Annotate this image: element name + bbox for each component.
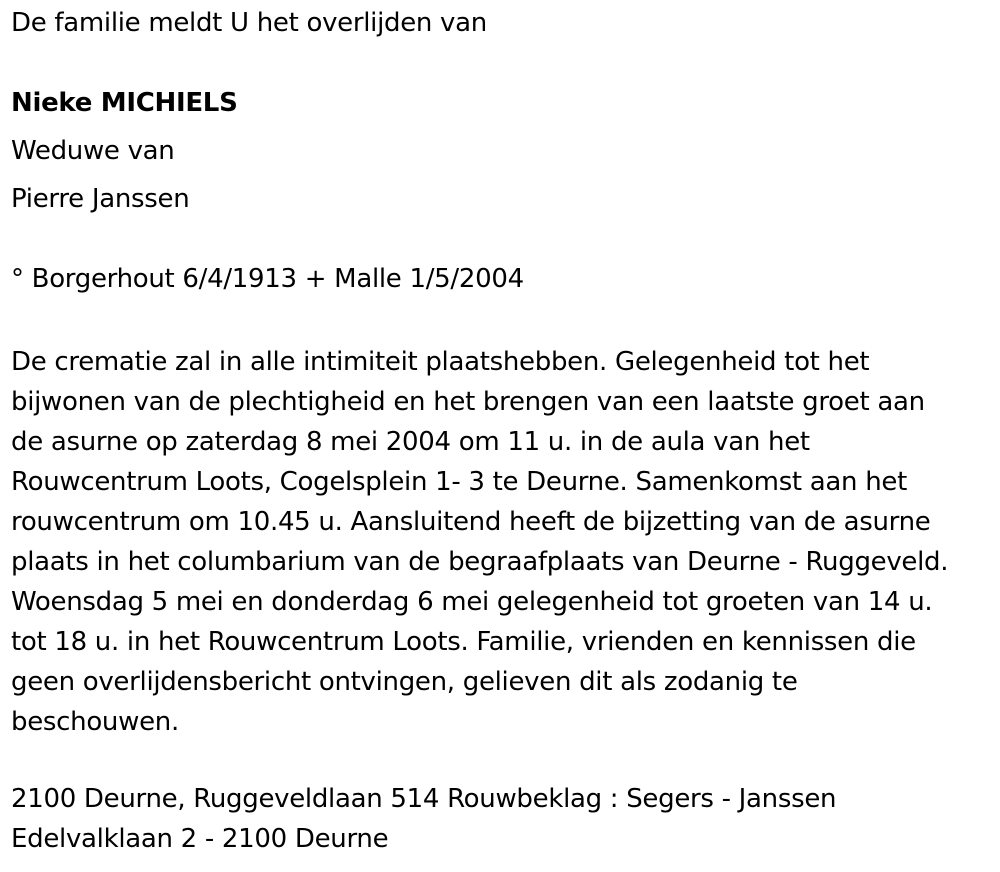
birth-death-dates: ° Borgerhout 6/4/1913 + Malle 1/5/2004 (11, 264, 524, 294)
paragraph-line: tot 18 u. in het Rouwcentrum Loots. Familie, vrienden en kennissen die (11, 627, 916, 657)
condolence-address: Edelvalklaan 2 - 2100 Deurne (11, 824, 389, 854)
paragraph-line: de asurne op zaterdag 8 mei 2004 om 11 u. in de aula van het (11, 427, 810, 457)
paragraph-line: rouwcentrum om 10.45 u. Aansluitend heeft de bijzetting van de asurne (11, 507, 931, 537)
deceased-name: Nieke MICHIELS (11, 88, 238, 118)
paragraph-line: plaats in het columbarium van de begraafplaats van Deurne - Ruggeveld. (11, 547, 949, 577)
ceremony-paragraph (11, 342, 996, 742)
family-address: 2100 Deurne, Ruggeveldlaan 514 Rouwbeklag : Segers - Janssen (11, 784, 837, 814)
spouse-name: Pierre Janssen (11, 184, 190, 214)
paragraph-line: De crematie zal in alle intimiteit plaatshebben. Gelegenheid tot het (11, 347, 870, 377)
intro-text: De familie meldt U het overlijden van (11, 8, 487, 38)
relation-text: Weduwe van (11, 136, 175, 166)
paragraph-line: bijwonen van de plechtigheid en het brengen van een laatste groet aan (11, 387, 925, 417)
paragraph-line: Woensdag 5 mei en donderdag 6 mei gelegenheid tot groeten van 14 u. (11, 587, 933, 617)
paragraph-line: Rouwcentrum Loots, Cogelsplein 1- 3 te Deurne. Samenkomst aan het (11, 467, 907, 497)
paragraph-line: geen overlijdensbericht ontvingen, gelieven dit als zodanig te (11, 667, 798, 697)
paragraph-line: beschouwen. (11, 707, 179, 737)
